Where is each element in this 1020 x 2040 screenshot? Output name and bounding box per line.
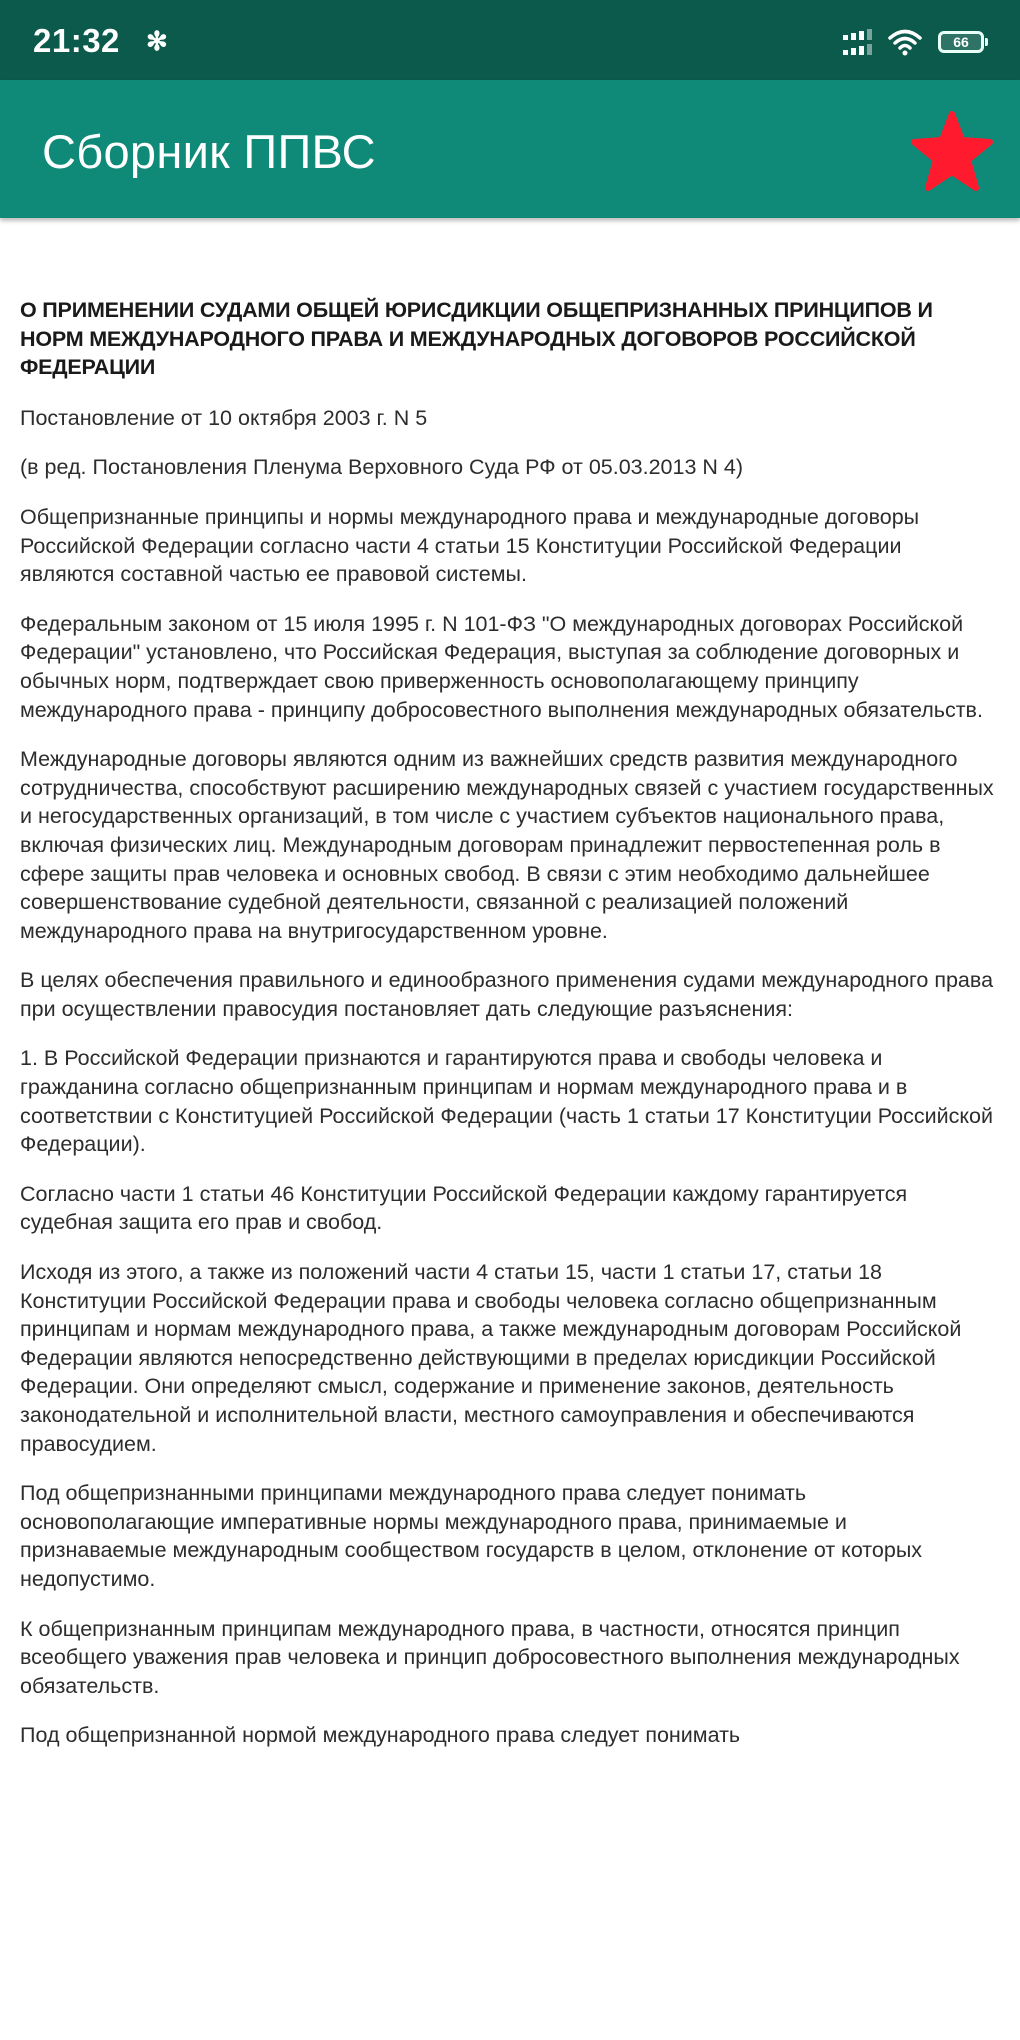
document-paragraph: Федеральным законом от 15 июля 1995 г. N 101-ФЗ "О международных договорах Российской Федерации" установлено, что Российская Федерация, выступая за соблюдение договорных и обычных норм, подтверждает свою приверженность основополагающему принципу международного права - принципу добросовестного выполнения международных обязательств. xyxy=(20,611,983,722)
status-time: 21:32 xyxy=(33,22,120,59)
document-paragraph: Согласно части 1 статьи 46 Конституции Российской Федерации каждому гарантируется судебная защита его прав и свобод. xyxy=(20,1181,908,1235)
app-title: Сборник ППВС xyxy=(42,125,376,178)
document-paragraph: Международные договоры являются одним из важнейших средств развития международного сотрудничества, способствуют расширению международных связей с участием государственных и негосударственных организаций, в том числе с участием субъектов национального права, включая физических лиц. Международным договорам принадлежит первостепенная роль в сфере защиты прав человека и основных свобод. В связи с этим необходимо дальнейшее совершенствование судебной деятельности, связанной с реализацией положений международного права на внутригосударственном уровне. xyxy=(20,747,994,943)
favorite-button[interactable] xyxy=(904,104,1000,200)
battery-icon xyxy=(938,31,984,53)
document-paragraph: Под общепризнанными принципами международного права следует понимать основополагающие императивные нормы международного права, принимаемые и признаваемые международным сообществом государств в целом, отклонение от которых недопустимо. xyxy=(20,1481,923,1591)
document-revision: (в ред. Постановления Пленума Верховного Суда РФ от 05.03.2013 N 4) xyxy=(20,455,744,480)
app-bar xyxy=(0,80,1020,218)
fan-icon: ✻ xyxy=(146,26,168,56)
wifi-icon xyxy=(888,28,922,56)
status-icons xyxy=(843,26,984,58)
document-paragraph: 1. В Российской Федерации признаются и гарантируются права и свободы человека и гражданина согласно общепризнанным принципам и нормам международного права и в соответствии с Конституцией Российской Федерации (часть 1 статьи 17 Конституции Российской Федерации). xyxy=(20,1046,994,1157)
star-icon xyxy=(904,104,1000,200)
document-paragraph: Общепризнанные принципы и нормы международного права и международные договоры Российской Федерации согласно части 4 статьи 15 Конституции Российской Федерации являются составной частью ее правовой системы. xyxy=(20,504,920,587)
status-bar xyxy=(0,0,1020,80)
battery-level: 66 xyxy=(953,34,969,50)
signal-icon xyxy=(843,29,872,55)
document-paragraph: В целях обеспечения правильного и единообразного применения судами международного права при осуществлении правосудия постановляет дать следующие разъяснения: xyxy=(20,968,994,1021)
document-paragraph: К общепризнанным принципам международного права, в частности, относятся принцип всеобщего уважения прав человека и принцип добросовестного выполнения международных обязательств. xyxy=(20,1616,960,1698)
document-content xyxy=(20,296,996,1771)
document-title: О ПРИМЕНЕНИИ СУДАМИ ОБЩЕЙ ЮРИСДИКЦИИ ОБЩЕПРИЗНАННЫХ ПРИНЦИПОВ И НОРМ МЕЖДУНАРОДНОГО ПРАВА И МЕЖДУНАРОДНЫХ ДОГОВОРОВ РОССИЙСКОЙ ФЕДЕРАЦИИ xyxy=(20,298,933,380)
document-paragraph: Под общепризнанной нормой международного права следует понимать xyxy=(20,1723,741,1748)
document-subtitle: Постановление от 10 октября 2003 г. N 5 xyxy=(20,405,428,430)
document-paragraph: Исходя из этого, а также из положений части 4 статьи 15, части 1 статьи 17, статьи 18 Конституции Российской Федерации права и свободы человека согласно общепризнанным принципам и нормам международного права, а также международным договорам Российской Федерации являются непосредственно действующими в пределах юрисдикции Российской Федерации. Они определяют смысл, содержание и применение законов, деятельность законодательной и исполнительной власти, местного самоуправления и обеспечиваются правосудием. xyxy=(20,1260,962,1456)
